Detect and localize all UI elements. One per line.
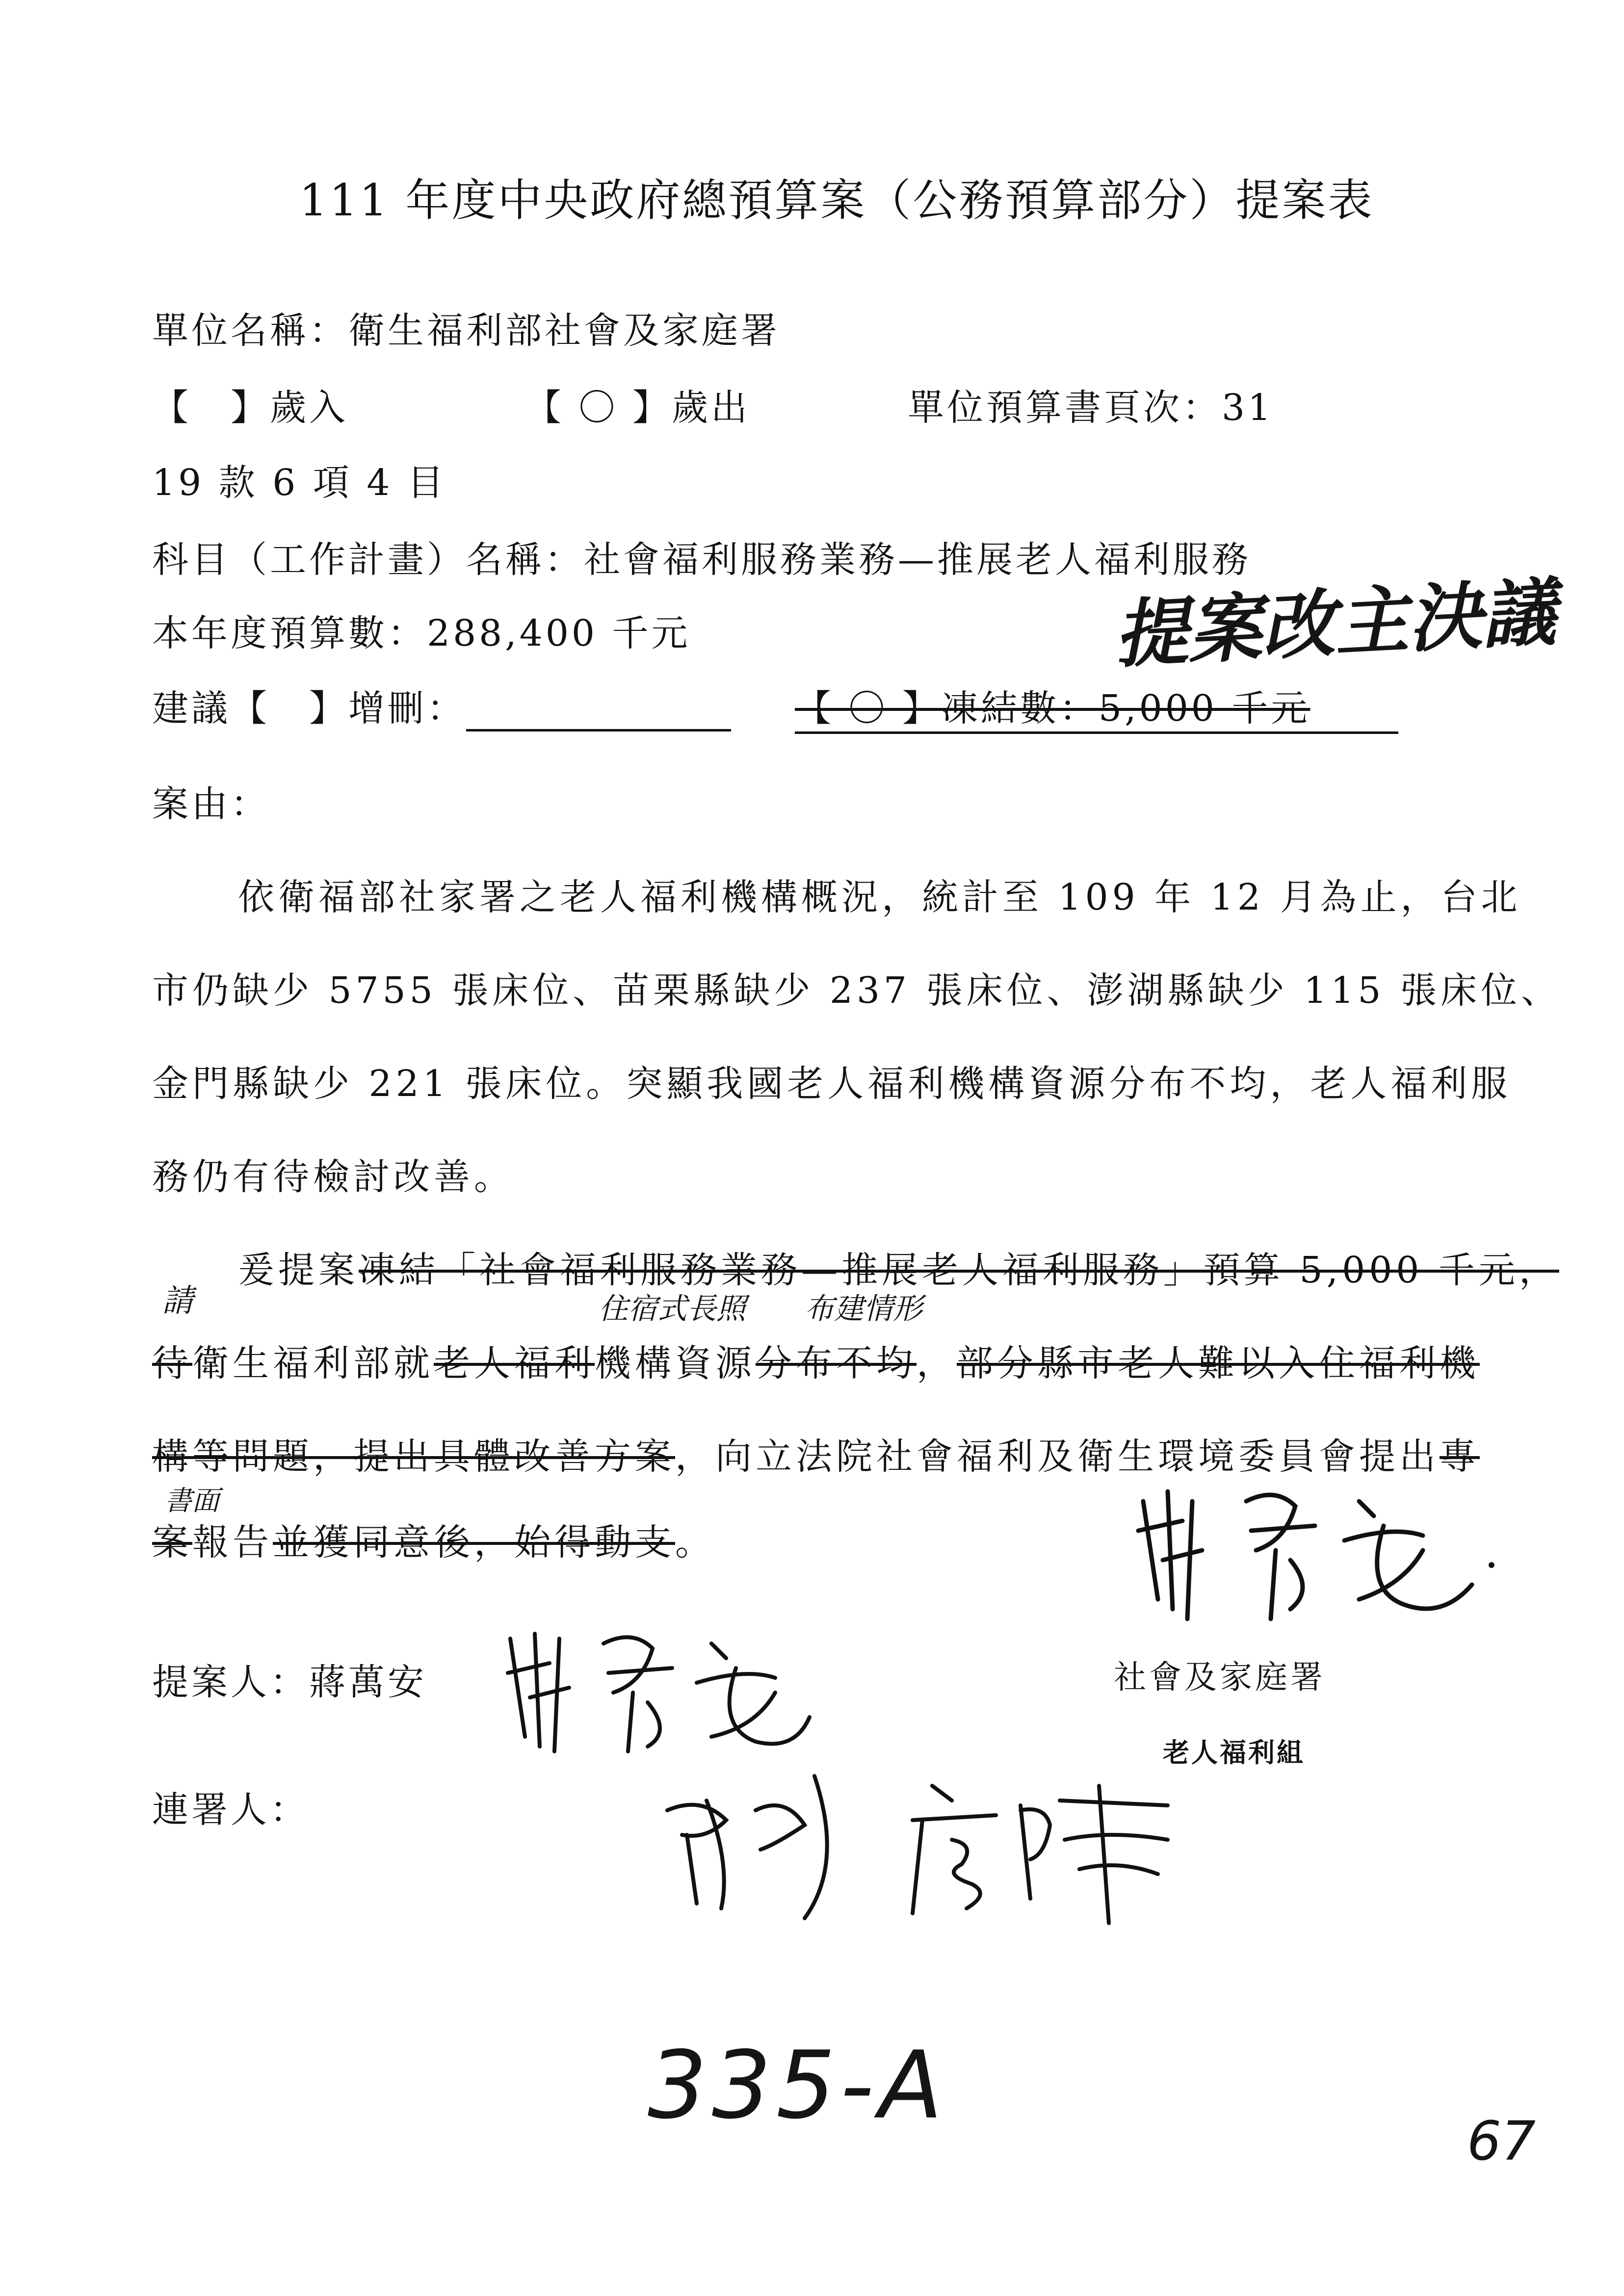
- doc-number: 335-A: [648, 2031, 948, 2139]
- suggest-prefix: 建議【 】增刪：: [152, 687, 466, 730]
- handwritten-stamp: 提案改主決議: [1112, 570, 1558, 678]
- signature-right: [1128, 1472, 1501, 1629]
- division: 老人福利組: [1163, 1737, 1305, 1768]
- proposal-text: 機構資源: [595, 1342, 756, 1384]
- section-code: 19 款 6 項 4 目: [152, 462, 446, 504]
- proposal-text: 衛生福利部就: [192, 1342, 434, 1384]
- page-number: 67: [1467, 2110, 1536, 2172]
- proposal-line-4: [152, 1513, 715, 1565]
- proposal-text: 報告: [192, 1521, 273, 1564]
- reason-label: 案由：: [152, 783, 270, 825]
- struck-text: 老人福利: [434, 1342, 595, 1384]
- annot-written: 書面: [164, 1485, 219, 1517]
- annual-budget: 本年度預算數：288,400 千元: [152, 612, 691, 654]
- expenditure-option: 【 〇 】歲出: [525, 387, 751, 429]
- unit-name: 單位名稱：衛生福利部社會及家庭署: [152, 310, 780, 352]
- proposal-text: ，: [917, 1342, 957, 1384]
- suggest-freeze: 【 〇 】凍結數：5,000 千元: [795, 679, 1398, 734]
- proposal-text: 。: [675, 1521, 715, 1564]
- struck-text: 構等問題，提出具體改善方案: [152, 1435, 675, 1478]
- proposal-text: ，向立法院社會福利及衛生環境委員會提出: [675, 1435, 1440, 1478]
- struck-text: 並獲同意後，始得動支: [273, 1521, 675, 1564]
- struck-text: 部分縣市老人難以入住福利機: [957, 1342, 1480, 1384]
- annot-housing: 住宿式長照: [599, 1292, 746, 1326]
- dept: 社會及家庭署: [1114, 1658, 1326, 1696]
- proposer: 提案人：蔣萬安: [152, 1661, 427, 1703]
- reason-line-3: 金門縣缺少 221 張床位。突顯我國老人福利機構資源分布不均，老人福利服: [152, 1063, 1512, 1105]
- suggest-blank: [466, 700, 731, 731]
- annot-layout: 布建情形: [805, 1292, 922, 1326]
- proposal-line-2: [152, 1334, 1480, 1386]
- reason-line-1: 依衛福部社家署之老人福利機構概況，統計至 109 年 12 月為止，台北: [238, 876, 1521, 918]
- subject-name: 科目（工作計畫）名稱：社會福利服務業務—推展老人福利服務: [152, 539, 1251, 581]
- struck-text: 專: [1440, 1435, 1480, 1478]
- reason-line-2: 市仍缺少 5755 張床位、苗栗縣缺少 237 張床位、澎湖縣缺少 115 張床位、: [152, 969, 1561, 1012]
- struck-text: 待: [152, 1342, 192, 1384]
- struck-text: 案: [152, 1521, 192, 1564]
- annot-qing: 請: [162, 1283, 193, 1319]
- cosigner-label: 連署人：: [152, 1789, 309, 1831]
- revenue-option: 【 】歲入: [152, 387, 348, 429]
- signature-proposer: [500, 1614, 814, 1761]
- budget-page: 單位預算書頁次：31: [908, 387, 1274, 429]
- struck-text: 分布不均: [756, 1342, 917, 1384]
- struck-text: 凍結「社會福利服務業務—推展老人福利服務」預算 5,000 千元，: [359, 1249, 1559, 1291]
- form-title: 111 年度中央政府總預算案（公務預算部分）提案表: [299, 175, 1374, 226]
- suggest-row: [152, 679, 731, 731]
- proposal-text: 爰提案: [238, 1249, 359, 1291]
- signature-cosigner: [657, 1766, 1187, 1933]
- reason-line-4: 務仍有待檢討改善。: [152, 1156, 514, 1198]
